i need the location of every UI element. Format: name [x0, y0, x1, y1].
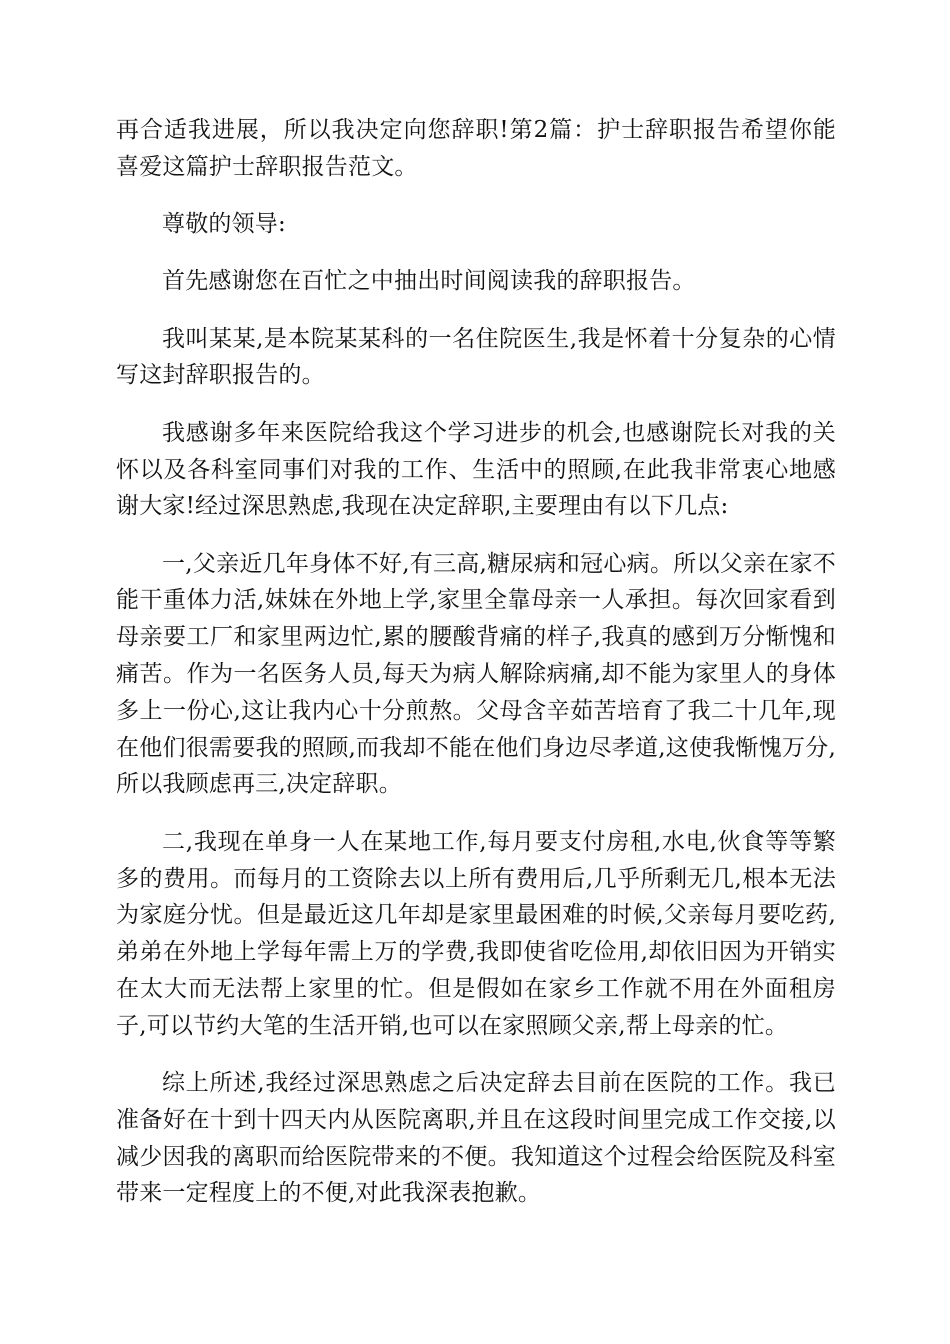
- paragraph-reason-one: 一,父亲近几年身体不好,有三高,糖尿病和冠心病。所以父亲在家不能干重体力活,妹妹在外地上学,家里全靠母亲一人承担。每次回家看到母亲要工厂和家里两边忙,累的腰酸背痛的样子,我真的感到万分惭愧和痛苦。作为一名医务人员,每天为病人解除病痛,却不能为家里人的身体多上一份心,这让我内心十分煎熬。父母含辛茹苦培育了我二十几年,现在他们很需要我的照顾,而我却不能在他们身边尽孝道,这使我惭愧万分,所以我顾虑再三,决定辞职。: [116, 550, 836, 798]
- paragraph-continuation: 再合适我进展，所以我决定向您辞职!第2篇：护士辞职报告希望你能喜爱这篇护士辞职报告范文。: [116, 117, 836, 180]
- document-body: [116, 112, 836, 1233]
- paragraph-salutation: 尊敬的领导:: [162, 211, 286, 238]
- paragraph-gratitude: 我感谢多年来医院给我这个学习进步的机会,也感谢院长对我的关怀以及各科室同事们对我的工作、生活中的照顾,在此我非常衷心地感谢大家!经过深思熟虑,我现在决定辞职,主要理由有以下几点:: [116, 419, 836, 520]
- paragraph-introduction: 我叫某某,是本院某某科的一名住院医生,我是怀着十分复杂的心情写这封辞职报告的。: [116, 325, 836, 389]
- paragraph-thanks: 首先感谢您在百忙之中抽出时间阅读我的辞职报告。: [162, 268, 696, 295]
- paragraph-reason-two: 二,我现在单身一人在某地工作,每月要支付房租,水电,伙食等等繁多的费用。而每月的工资除去以上所有费用后,几乎所剩无几,根本无法为家庭分忧。但是最近这几年却是家里最困难的时候,父亲每月要吃药,弟弟在外地上学每年需上万的学费,我即使省吃俭用,却依旧因为开销实在太大而无法帮上家里的忙。但是假如在家乡工作就不用在外面租房子,可以节约大笔的生活开销,也可以在家照顾父亲,帮上母亲的忙。: [116, 828, 836, 1039]
- paragraph-conclusion: 综上所述,我经过深思熟虑之后决定辞去目前在医院的工作。我已准备好在十到十四天内从医院离职,并且在这段时间里完成工作交接,以减少因我的离职而给医院带来的不便。我知道这个过程会给医院及科室带来一定程度上的不便,对此我深表抱歉。: [116, 1070, 836, 1207]
